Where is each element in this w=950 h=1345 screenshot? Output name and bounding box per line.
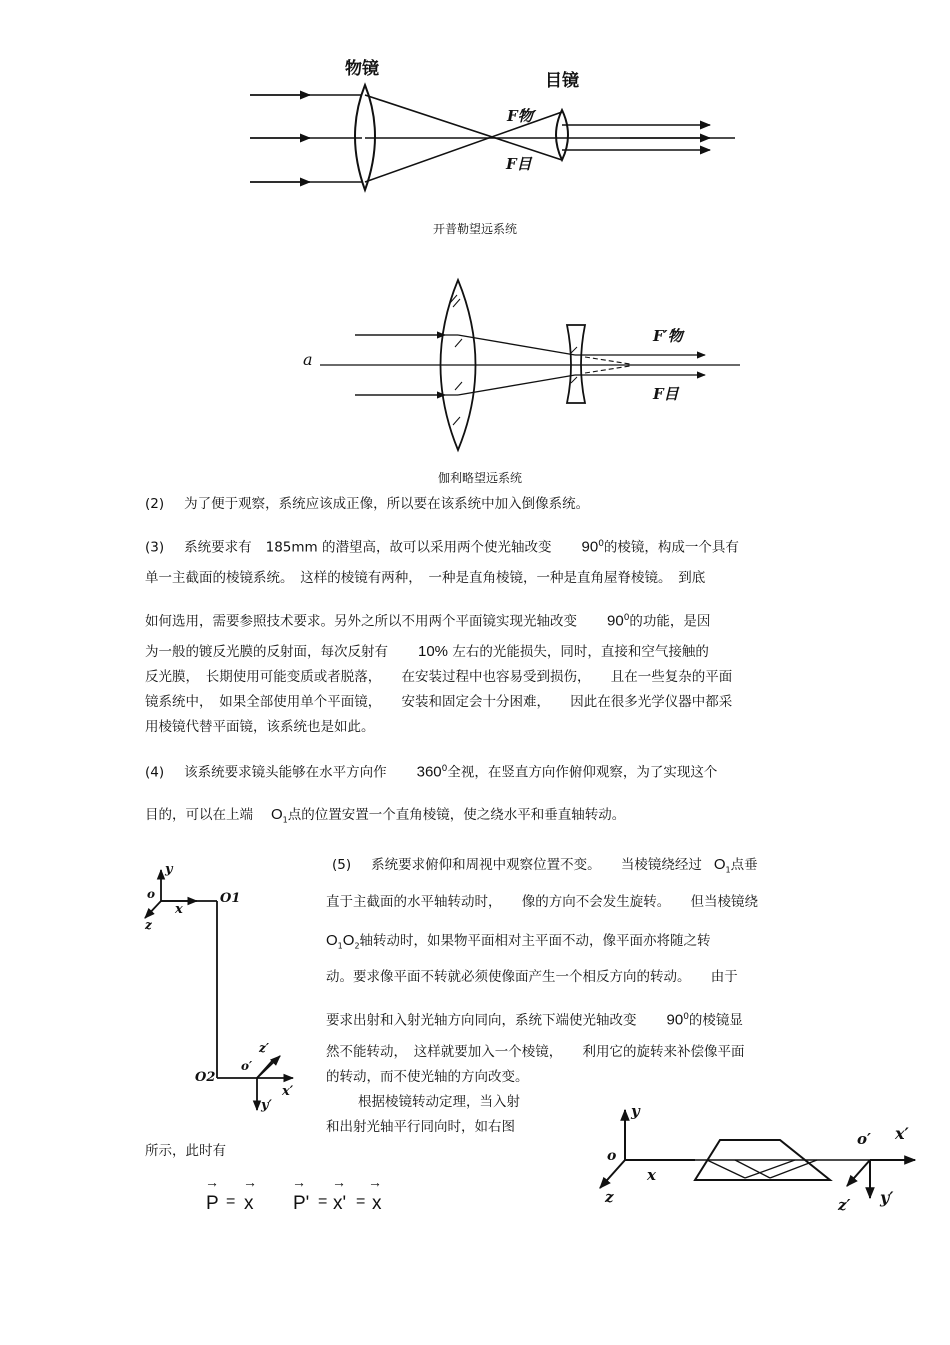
label-objective: 物镜 [345,59,379,79]
arrow-x-prime: → [332,1174,346,1190]
paragraph-5-line-8: 根据棱镜转动定理，当入射 [358,1094,520,1110]
galilean-caption: 伽利略望远系统 [438,471,523,485]
galilean-diagram [295,275,755,460]
galilean-telescope-figure [295,275,755,460]
fig4-y-label: y [631,1102,640,1120]
paragraph-3-line-2: 单一主截面的棱镜系统。 这样的棱镜有两种， 一种是直角棱镜，一种是直角屋脊棱镜。 到底 [145,570,706,586]
label-eyepiece: 目镜 [545,71,579,91]
paragraph-5-line-10: 所示，此时有 [145,1143,226,1159]
fig3-y-label: y [165,862,173,877]
periscope-axes-figure [135,858,310,1118]
kepler-diagram [240,50,760,210]
arrow-x: → [243,1174,257,1190]
formula-x: x [244,1193,254,1214]
paragraph-5-line-2: 直于主截面的水平轴转动时， 像的方向不会发生旋转。 但当棱镜绕 [326,894,758,910]
fig4-z-prime-label: z′ [838,1196,851,1214]
paragraph-3-line-3: 如何选用，需要参照技术要求。另外之所以不用两个平面镜实现光轴改变 $90^0$的功能，是因 [145,612,711,630]
arrow-p: → [205,1174,219,1190]
paragraph-3-line-6: 镜系统中， 如果全部使用单个平面镜， 安装和固定会十分困难， 因此在很多光学仪器中都采 [145,694,733,710]
paragraph-3-line-5: 反光膜， 长期使用可能变质或者脱落， 在安装过程中也容易受到损伤， 且在一些复杂的平面 [145,669,733,685]
formula-x-2: x [372,1193,382,1214]
fig3-z-prime-label: z′ [259,1041,269,1055]
formula-p: P [206,1193,219,1214]
formula-p-prime: P' [293,1193,310,1214]
paragraph-5-line-6: 然不能转动， 这样就要加入一个棱镜， 利用它的旋转来补偿像平面 [326,1044,745,1060]
paragraph-2: (2) 为了便于观察，系统应该成正像，所以要在该系统中加入倒像系统。 [145,496,590,512]
paragraph-4-line-1: (4) 该系统要求镜头能够在水平方向作 $360^0$全视，在竖直方向作俯仰观察，为了实现这个 [145,763,718,781]
fig3-O2-label: O2 [195,1070,216,1085]
label-f-eyepiece-2: F目 [653,385,679,403]
paragraph-3-line-4: 为一般的镀反光膜的反射面，每次反射有 10% 左右的光能损失，同时，直接和空气接触的 [145,643,709,660]
fig3-y-prime-label: y′ [261,1098,272,1113]
paragraph-5-line-3: $O_1O_2$轴转动时，如果物平面相对主平面不动，像平面亦将随之转 [326,932,711,951]
concave-lens [567,325,585,403]
paragraph-5-line-5: 要求出射和入射光轴方向同向，系统下端使光轴改变 $90^0$的棱镜显 [326,1011,743,1029]
formula-eq-2: = [318,1193,328,1210]
arrow-p-prime: → [292,1174,306,1190]
formula-eq-1: = [226,1193,236,1210]
fig4-y-prime-label: y′ [880,1188,894,1207]
paragraph-4-line-2: 目的，可以在上端 $O_1$点的位置安置一个直角棱镜，使之绕水平和垂直轴转动。 [145,806,626,825]
paragraph-5-line-9: 和出射光轴平行同向时，如右图 [326,1119,515,1135]
label-f-objective: F物′ [507,107,537,125]
fig3-x-prime-label: x′ [282,1084,294,1099]
kepler-telescope-figure [240,50,760,210]
fig4-z-label: z [605,1188,614,1206]
fig3-o-label: o [147,887,156,901]
fig3-O1-label: O1 [220,891,241,906]
paragraph-5-line-4: 动。要求像平面不转就必须使像面产生一个相反方向的转动。 由于 [326,969,738,985]
fig3-z-label: z [145,918,152,932]
fig3-x-label: x [175,902,183,917]
prism-axes-figure [585,1100,925,1225]
fig4-x-label: x [647,1166,656,1184]
label-a: a [303,350,313,369]
arrow-x-2: → [368,1174,382,1190]
eyepiece-lens [556,110,568,160]
formula-x-prime: x' [333,1193,347,1214]
paragraph-5-line-1: (5) 系统要求俯仰和周视中观察位置不变。 当棱镜绕经过 $O_1$点垂 [332,856,758,875]
paragraph-3-line-1: (3) 系统要求有 185mm 的潜望高，故可以采用两个使光轴改变 $90^0$的棱镜，构成一个具有 [145,538,739,556]
formula-eq-3: = [356,1193,366,1210]
fig4-o-label: o [607,1148,617,1164]
fig4-x-prime-label: x′ [895,1124,909,1143]
kepler-caption: 开普勒望远系统 [433,222,518,236]
label-f-objective-2: F′物 [653,327,683,345]
paragraph-3-line-7: 用棱镜代替平面镜，该系统也是如此。 [145,719,375,735]
label-f-eyepiece: F目 [506,155,532,173]
paragraph-5-line-7: 的转动，而不使光轴的方向改变。 [326,1069,529,1085]
fig3-o-prime-label: o′ [241,1059,253,1073]
fig4-o-prime-label: o′ [857,1130,871,1148]
